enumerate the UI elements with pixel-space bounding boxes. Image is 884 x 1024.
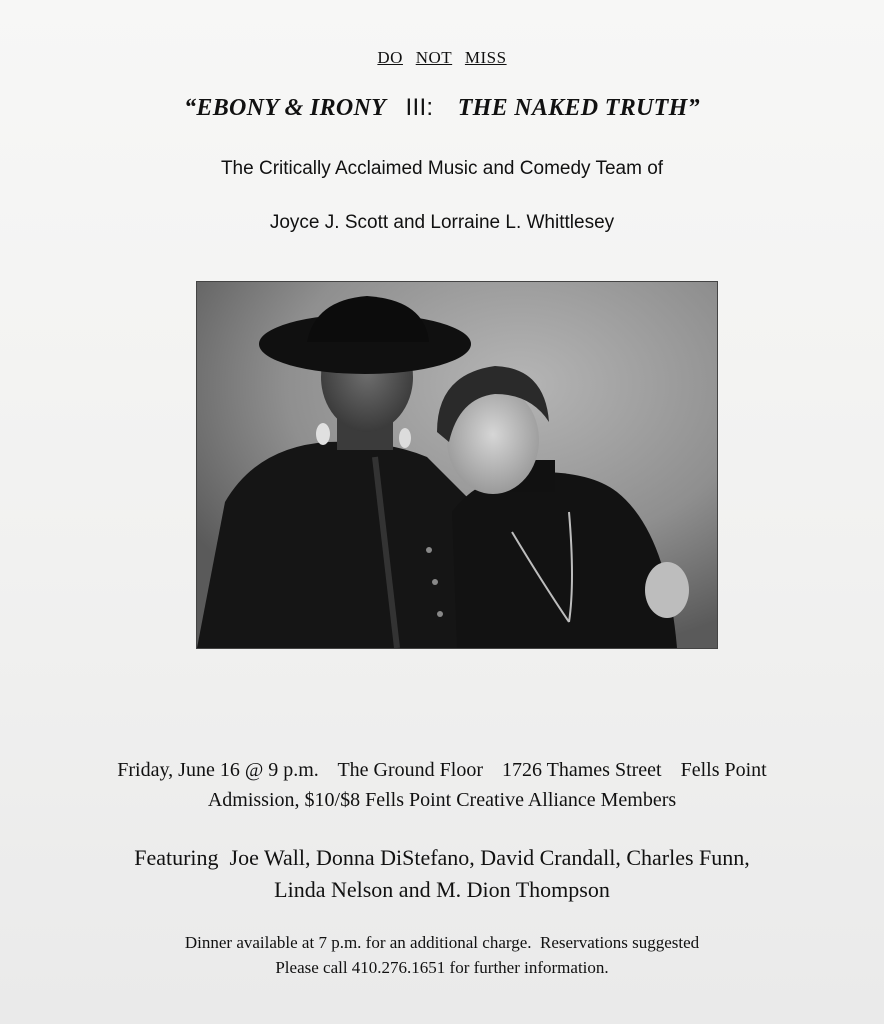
show-title bbox=[0, 94, 884, 122]
subtitle: The Critically Acclaimed Music and Comedy Team of bbox=[220, 158, 664, 179]
show-title-part2: THE NAKED TRUTH” bbox=[457, 95, 700, 121]
show-title-numeral: III: bbox=[405, 94, 434, 121]
featuring-line-1: Featuring Joe Wall, Donna DiStefano, David Crandall, Charles Funn, bbox=[134, 845, 750, 870]
event-date-time: Friday, June 16 @ 9 p.m. bbox=[117, 759, 319, 781]
performers-photo bbox=[196, 281, 718, 649]
event-neighborhood: Fells Point bbox=[680, 759, 767, 781]
notice-word-do: DO bbox=[377, 48, 403, 67]
notice-word-not: NOT bbox=[415, 48, 453, 67]
featuring-line-2: Linda Nelson and M. Dion Thompson bbox=[274, 877, 610, 902]
event-venue: The Ground Floor bbox=[337, 759, 483, 781]
performers: Joyce J. Scott and Lorraine L. Whittlesey bbox=[269, 212, 615, 233]
show-title-part1: “EBONY & IRONY bbox=[184, 95, 386, 121]
contact-note: Please call 410.276.1651 for further information. bbox=[275, 958, 609, 977]
do-not-miss-heading bbox=[0, 48, 884, 68]
notice-word-miss: MISS bbox=[464, 48, 507, 67]
dinner-note: Dinner available at 7 p.m. for an additional charge. Reservations suggested bbox=[184, 933, 700, 952]
event-details bbox=[0, 759, 884, 782]
admission-info: Admission, $10/$8 Fells Point Creative Alliance Members bbox=[207, 789, 677, 811]
event-address: 1726 Thames Street bbox=[502, 759, 662, 781]
